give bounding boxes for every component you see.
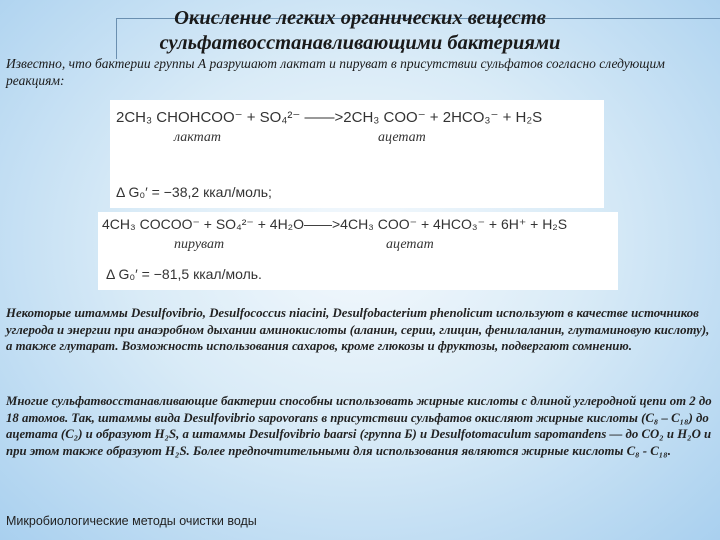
reaction-2-equation: 4CH₃ COCOO⁻ + SO₄²⁻ + 4H₂O——>4CH₃ COO⁻ + 4HCO₃⁻ + 6H⁺ + H₂S — [102, 216, 568, 232]
title-line-1: Окисление легких органических веществ — [174, 7, 546, 29]
reaction-1-equation: 2CH₃ CHOHCOO⁻ + SO₄²⁻ ——>2CH₃ COO⁻ + 2HCO₃⁻ + H₂S — [116, 109, 543, 126]
reaction-1-label-acetate: ацетат — [378, 130, 426, 145]
slide-title — [0, 6, 720, 56]
paragraph-fatty-acids: Многие сульфатвосстанавливающие бактерии способны использовать жирные кислоты с длиной углеродной цепи от 2 до 18 атомов. Так, штаммы вида Desulfovibrio sapovorans в присутствии сульфатов окисляют жирные кислоты (С₈ – С₁₈) до ацетата (С₂) и образуют H₂S, а штаммы Desulfovibrio baarsi (группа Б) и Desulfotomaculum sapomandens — до CO₂ и H₂O и при этом также образуют H₂S. Более предпочтительными для использования являются жирные кислоты С₈ - С₁₈. — [6, 394, 712, 458]
reaction-1-label-lactate: лактат — [174, 130, 222, 145]
reaction-2-label-pyruvate: пируват — [174, 237, 225, 252]
title-line-2: сульфатвосстанавливающими бактериями — [159, 32, 561, 54]
intro-text: Известно, что бактерии группы А разрушают лактат и пируват в присутствии сульфатов согласно следующим реакциям: — [6, 56, 665, 88]
reaction-2-image — [98, 212, 618, 290]
reaction-2-label-acetate: ацетат — [386, 237, 434, 252]
footer-caption: Микробиологические методы очистки воды — [6, 514, 257, 528]
reaction-2-delta-g: Δ G₀′ = −81,5 ккал/моль. — [106, 266, 262, 282]
reaction-1-image — [110, 100, 604, 208]
paragraph-amino-acids: Некоторые штаммы Desulfovibrio, Desulfococcus niacini, Desulfobacterium phenolicum используют в качестве источников углерода и энергии при анаэробном дыхании аминокислоты (аланин, серии, глицин, фенилаланин, глутаминовую кислоту), а также глутарат. Возможность использования сахаров, кроме глюкозы и фруктозы, подвергают сомнению. — [6, 306, 710, 354]
reaction-1-delta-g: Δ G₀′ = −38,2 ккал/моль; — [116, 184, 272, 200]
